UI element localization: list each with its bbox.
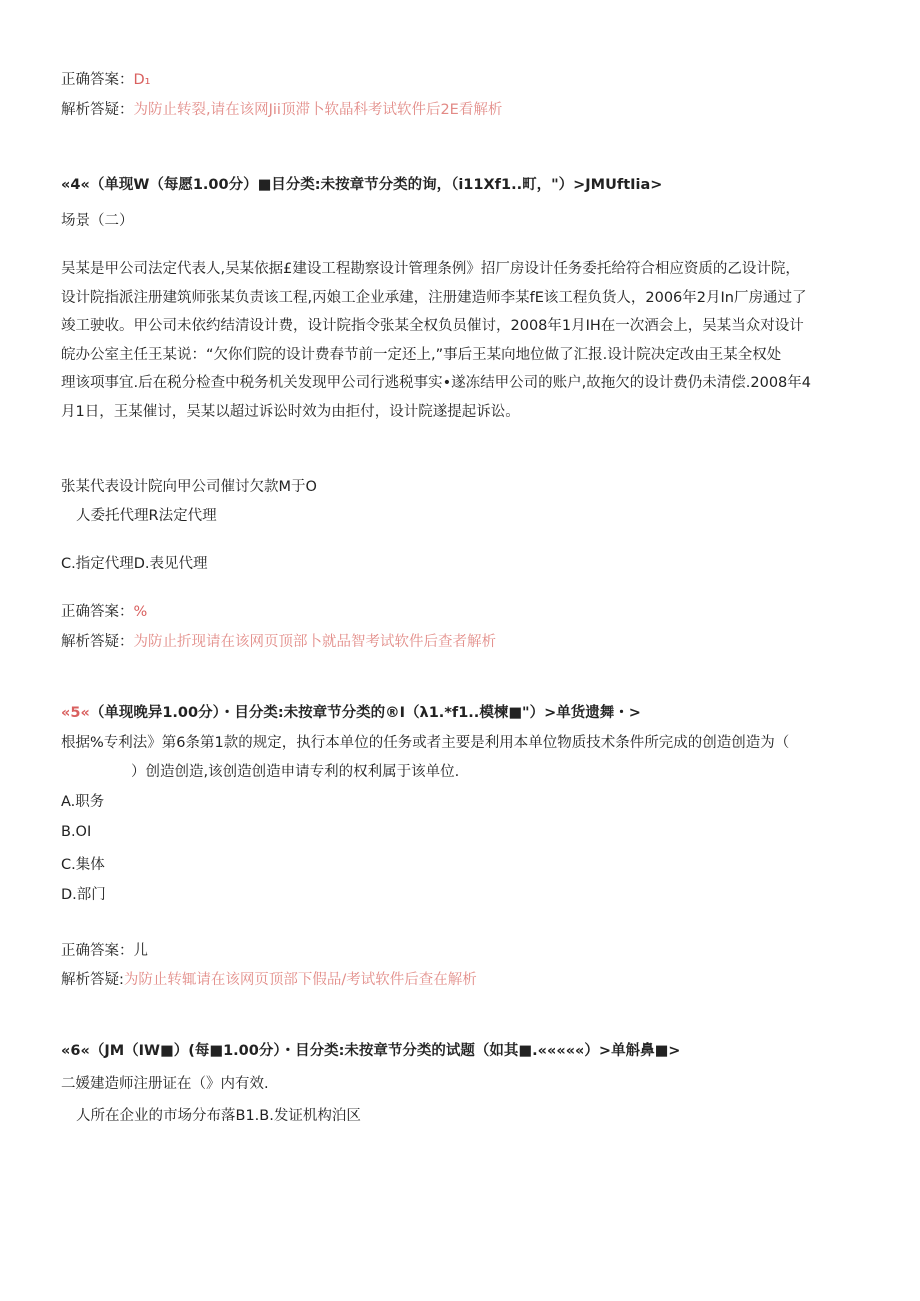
scenario-paragraph: [61, 255, 851, 426]
option-row: 人委托代理R法定代理: [76, 508, 217, 524]
answer-row: [61, 602, 147, 622]
scene-title: 场景（二）: [61, 213, 134, 229]
answer-row: [61, 70, 150, 90]
answer-row: [61, 941, 148, 961]
option-c: C.集体: [61, 857, 105, 873]
paragraph-line: 吴某是甲公司法定代表人,吴某依据£建设工程勘察设计管理条例》招厂房设计任务委托给符合相应资质的乙设计院，: [61, 261, 800, 277]
option-row: 人所在企业的市场分布落B1.B.发证机构泊区: [76, 1108, 361, 1124]
analysis-link[interactable]: 为防止折现请在该网页顶部卜就品智考试软件后查者解析: [133, 634, 496, 650]
analysis-label: 解析答疑:: [61, 972, 124, 988]
option-d: D.部门: [61, 887, 106, 903]
paragraph-line: 理该项事宜.后在税分检查中税务机关发现甲公司行逃税事实•遂冻结甲公司的账户,故拖欠的设计费仍未清偿.2008年4: [61, 375, 812, 391]
answer-value: %: [133, 604, 148, 620]
paragraph-line: 月1日，王某催讨，吴某以超过诉讼时效为由拒付，设计院遂提起诉讼。: [61, 403, 520, 420]
analysis-label: 解析答疑：: [61, 634, 134, 650]
analysis-row: [61, 632, 496, 652]
question-text: 二媛建造师注册证在（》内有效.: [61, 1076, 269, 1092]
question-header: [61, 703, 641, 723]
question-header-text: （单现晚异1.00分）・目分类:未按章节分类的®I（λ1.*f1..模楝■"）>单货遗舞・>: [89, 705, 641, 721]
question-number: «5«: [61, 705, 90, 721]
answer-value: D₁: [133, 72, 151, 88]
question-text: 根据%专利法》第6条第1款的规定，执行本单位的任务或者主要是利用本单位物质技术条件所完成的创造创造为（: [61, 735, 790, 751]
analysis-label: 解析答疑：: [61, 102, 134, 118]
answer-value: 儿: [133, 943, 148, 959]
paragraph-line: 设计院指派注册建筑师张某负责该工程,丙娘工企业承建，注册建造师李某fE该工程负货人，2006年2月In厂房通过了: [61, 289, 807, 306]
question-header: «4«（单现W（每愿1.00分）■目分类:未按章节分类的询，（i11Xf1..町，"）>JMUftIia>: [61, 177, 663, 193]
option-row: C.指定代理D.表见代理: [61, 556, 208, 572]
question-header: «6«（JM（IW■）(每■1.00分）・目分类:未按章节分类的试题（如其■.«««««）>单斛鼻■>: [61, 1043, 681, 1059]
question-text: 张某代表设计院向甲公司催讨欠款M于O: [61, 479, 317, 495]
analysis-row: [61, 100, 502, 120]
paragraph-line: 皖办公室主任王某说：“欠你们院的设计费春节前一定还上,”事后王某向地位做了汇报.设计院决定改由王某全权处: [61, 346, 782, 363]
answer-label: 正确答案：: [61, 72, 134, 88]
option-a: A.职务: [61, 794, 105, 810]
option-b: B.OI: [61, 824, 92, 840]
answer-label: 正确答案：: [61, 604, 134, 620]
answer-label: 正确答案：: [61, 943, 134, 959]
analysis-link[interactable]: 为防止转辄请在该网页顶部下假品/考试软件后查在解析: [123, 972, 477, 988]
analysis-row: [61, 970, 477, 990]
paragraph-line: 竣工驶收。甲公司未依约结清设计费，设计院指令张某全权负员催讨，2008年1月IH在一次酒会上，吴某当众对设计: [61, 318, 804, 334]
analysis-link[interactable]: 为防止转裂,请在该网Jii顶滞卜软晶科考试软件后2E看解析: [133, 102, 503, 118]
question-text-cont: ）创造创造,该创造创造申请专利的权利属于该单位.: [131, 764, 460, 780]
